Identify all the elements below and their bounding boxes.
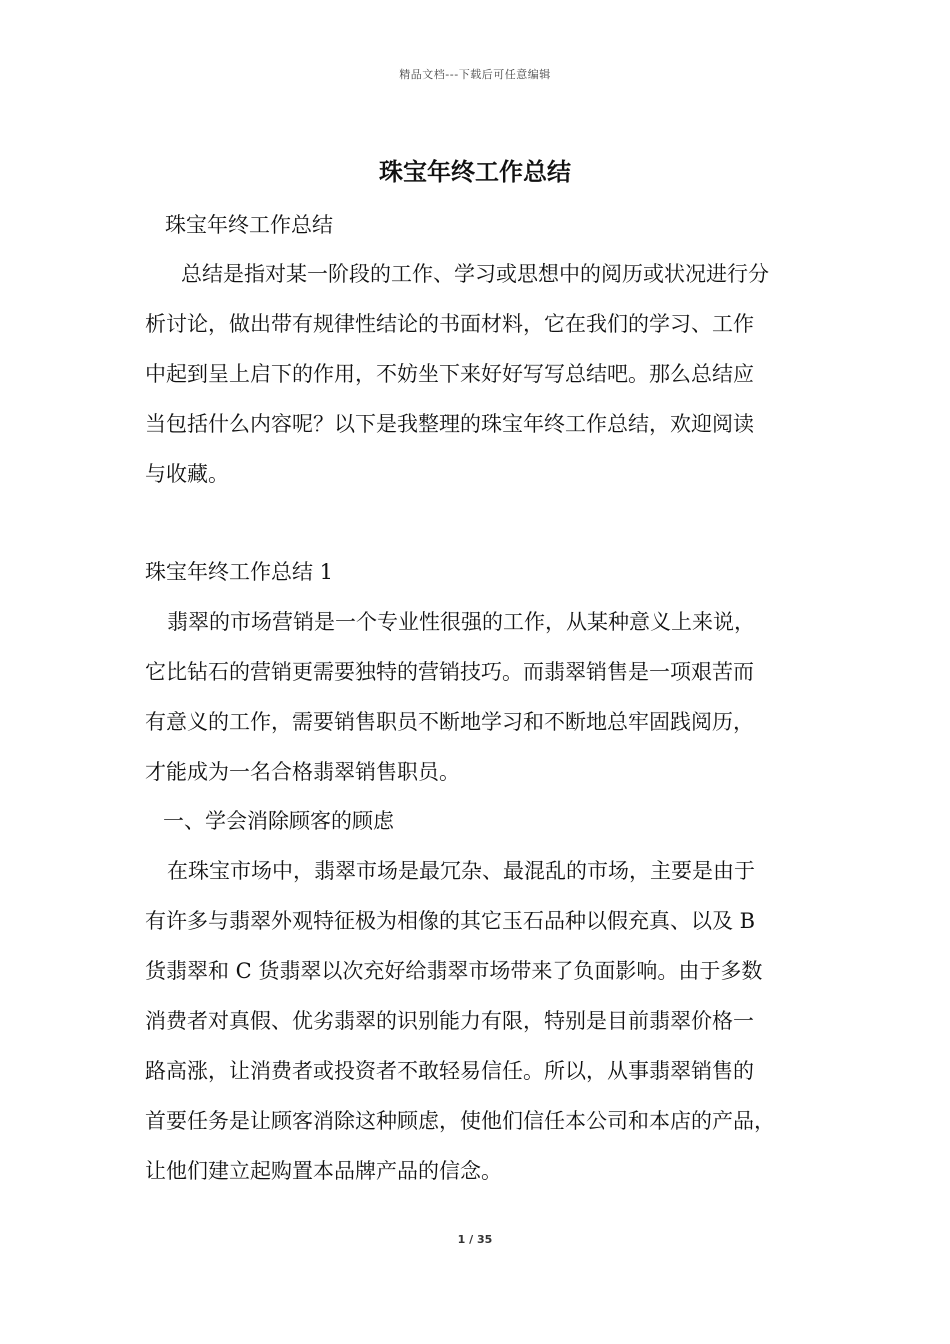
subheading: 一、学会消除顾客的顾虑 — [163, 809, 394, 833]
intro-line: 析讨论，做出带有规律性结论的书面材料，它在我们的学习、工作 — [145, 312, 754, 336]
paragraph-line: 在珠宝市场中，翡翠市场是最冗杂、最混乱的市场，主要是由于 — [167, 859, 755, 883]
page-header: 精品文档---下载后可任意编辑 — [399, 68, 551, 81]
paragraph-line: 翡翠的市场营销是一个专业性很强的工作，从某种意义上来说， — [167, 610, 755, 634]
document-subtitle: 珠宝年终工作总结 — [165, 213, 333, 237]
paragraph-line: 首要任务是让顾客消除这种顾虑，使他们信任本公司和本店的产品， — [145, 1109, 775, 1133]
paragraph-line: 才能成为一名合格翡翠销售职员。 — [145, 760, 460, 784]
paragraph-line: 货翡翠和 C 货翡翠以次充好给翡翠市场带来了负面影响。由于多数 — [145, 959, 763, 983]
intro-line: 当包括什么内容呢？以下是我整理的珠宝年终工作总结，欢迎阅读 — [145, 412, 754, 436]
paragraph-line: 有意义的工作，需要销售职员不断地学习和不断地总牢固践阅历， — [145, 710, 754, 734]
paragraph-line: 有许多与翡翠外观特征极为相像的其它玉石品种以假充真、以及 B — [145, 909, 756, 933]
document-title: 珠宝年终工作总结 — [379, 158, 571, 186]
intro-line: 总结是指对某一阶段的工作、学习或思想中的阅历或状况进行分 — [181, 262, 769, 286]
page-number: 1 / 35 — [457, 1233, 493, 1246]
section-heading: 珠宝年终工作总结 1 — [145, 560, 334, 584]
paragraph-line: 路高涨，让消费者或投资者不敢轻易信任。所以，从事翡翠销售的 — [145, 1059, 754, 1083]
paragraph-line: 消费者对真假、优劣翡翠的识别能力有限，特别是目前翡翠价格一 — [145, 1009, 754, 1033]
paragraph-line: 让他们建立起购置本品牌产品的信念。 — [145, 1159, 502, 1183]
intro-line: 与收藏。 — [145, 462, 229, 486]
intro-line: 中起到呈上启下的作用，不妨坐下来好好写写总结吧。那么总结应 — [145, 362, 754, 386]
paragraph-line: 它比钻石的营销更需要独特的营销技巧。而翡翠销售是一项艰苦而 — [145, 660, 754, 684]
